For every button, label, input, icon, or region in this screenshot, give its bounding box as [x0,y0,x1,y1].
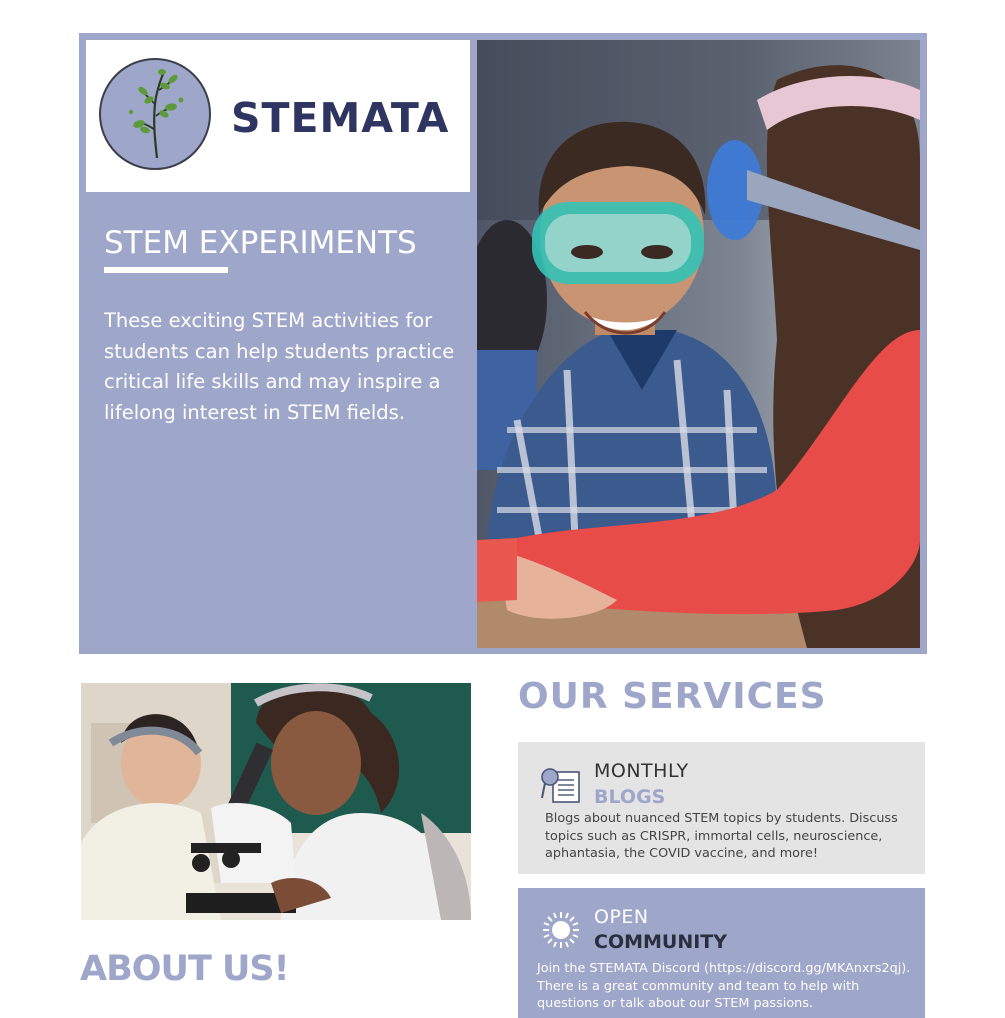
community-title: COMMUNITY [594,931,728,953]
hero-body-text: These exciting STEM activities for students can help students practice critical life skills and may inspire a lifelong interest in STEM fields. [104,309,455,424]
hero-heading: STEM EXPERIMENTS [104,225,417,261]
blogs-description: Blogs about nuanced STEM topics by students. Discuss topics such as CRISPR, immortal cells, neuroscience, aphantasia, the COVID vaccine, and more! [545,811,898,861]
community-kicker: OPEN [594,906,649,928]
community-description: Join the STEMATA Discord (https://discord.gg/MKAnxrs2qj). There is a great community and team to help with questions or talk about our STEM passions. [537,961,911,1011]
about-heading: ABOUT US! [80,949,289,989]
brand-name: STEMATA [231,94,450,142]
magnifier-document-icon [539,766,583,808]
sun-icon [541,910,581,954]
services-heading: OUR SERVICES [518,676,827,717]
blogs-kicker: MONTHLY [594,760,689,782]
students-goggles-photo [477,40,920,648]
microscope-students-photo [81,683,471,920]
plant-logo-icon [99,58,211,170]
blogs-title: BLOGS [594,786,666,808]
heading-underline [104,267,228,273]
